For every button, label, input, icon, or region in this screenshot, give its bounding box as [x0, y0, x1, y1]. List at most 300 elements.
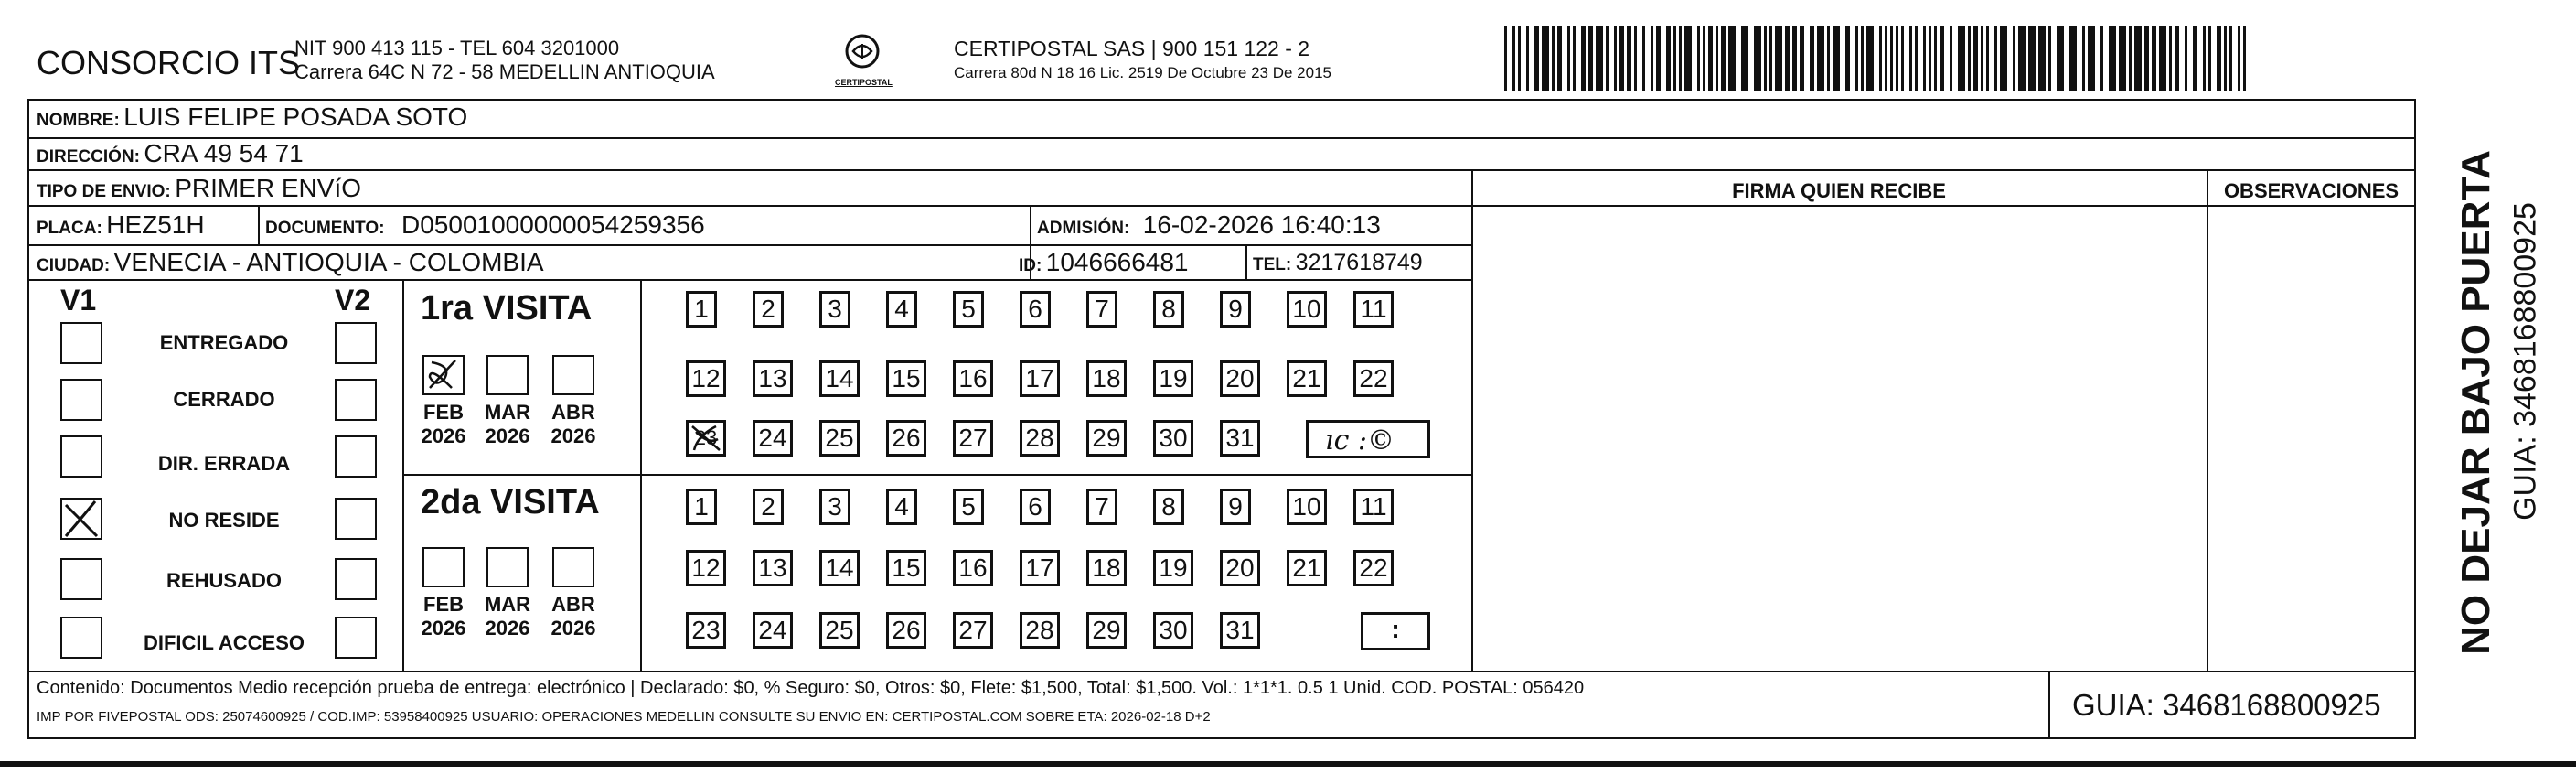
barcode-bar: [2038, 26, 2046, 91]
day-cell-5[interactable]: [953, 291, 984, 328]
tel-value: 3217618749: [1295, 250, 1423, 275]
barcode-bar: [1581, 26, 1586, 91]
day-cell-9[interactable]: [1220, 291, 1251, 328]
barcode-bar: [1741, 26, 1748, 91]
day-cell-26[interactable]: [886, 612, 926, 649]
placa-row: [37, 210, 205, 240]
v2-dificil-acceso-checkbox[interactable]: [335, 617, 377, 659]
barcode-bar: [1573, 26, 1576, 91]
id-label: ID:: [1019, 256, 1042, 275]
documento-row: [265, 210, 705, 240]
carrier-line-2: Carrera 80d N 18 16 Lic. 2519 De Octubre 23 De 2015: [954, 64, 1331, 81]
barcode-bar: [2088, 26, 2095, 91]
barcode-bar: [1810, 26, 1814, 91]
v1-entregado-checkbox[interactable]: [60, 322, 102, 364]
day-number: 25: [825, 424, 854, 452]
day-cell-26[interactable]: [886, 420, 926, 457]
v2-cerrado-checkbox[interactable]: [335, 379, 377, 421]
day-number: 21: [1292, 364, 1321, 392]
day-number: 4: [894, 492, 909, 521]
company-name: CONSORCIO ITS: [37, 44, 301, 81]
month-label: [416, 593, 471, 640]
month-name: MAR: [484, 401, 531, 424]
barcode-bar: [1879, 26, 1882, 91]
barcode-bar: [1651, 26, 1653, 91]
admision-label: ADMISIÓN:: [1037, 219, 1130, 238]
ciudad-label: CIUDAD:: [37, 256, 111, 275]
v2-no-reside-checkbox[interactable]: [335, 498, 377, 540]
day-number: 1: [694, 492, 709, 521]
admision-row: [1037, 210, 1381, 240]
barcode-bar: [2119, 26, 2126, 91]
barcode-bar: [1588, 26, 1593, 91]
barcode-bar: [1512, 26, 1515, 91]
placa-label: PLACA:: [37, 219, 102, 238]
day-number: 11: [1360, 295, 1387, 323]
day-number: 22: [1359, 554, 1388, 582]
barcode-bar: [2129, 26, 2132, 91]
barcode-bar: [1845, 26, 1850, 91]
barcode-bar: [2203, 26, 2206, 91]
day-number: 17: [1025, 364, 1054, 392]
month-checkbox-mar[interactable]: [486, 547, 529, 587]
barcode-bar: [1552, 26, 1555, 91]
day-number: 8: [1161, 295, 1176, 323]
no-dejar-warning: NO DEJAR BAJO PUERTA: [2453, 150, 2498, 655]
time-colon: :: [1391, 615, 1400, 643]
barcode-bar: [2048, 26, 2051, 91]
month-label: [546, 401, 601, 448]
barcode-bar: [2028, 26, 2036, 91]
day-number: 21: [1292, 554, 1321, 582]
barcode-bar: [1526, 26, 1529, 91]
month-year: 2026: [421, 425, 466, 447]
month-year: 2026: [421, 617, 466, 640]
day-cell-24[interactable]: [753, 612, 793, 649]
company-info-2: Carrera 64C N 72 - 58 MEDELLIN ANTIOQUIA: [294, 60, 715, 83]
day-number: 28: [1025, 424, 1054, 452]
barcode-bar: [2208, 26, 2211, 91]
barcode-bar: [1827, 26, 1830, 91]
day-number: 31: [1225, 424, 1255, 452]
day-cell-25[interactable]: [819, 420, 860, 457]
day-cell-15[interactable]: [886, 360, 926, 397]
handwritten-time: ıc :©: [1325, 425, 1395, 457]
barcode-bar: [1915, 26, 1918, 91]
month-checkbox-feb[interactable]: [422, 547, 465, 587]
month-checkbox-abr[interactable]: [552, 355, 594, 395]
day-number: 18: [1092, 364, 1121, 392]
month-checkbox-abr[interactable]: [552, 547, 594, 587]
day-number: 31: [1225, 616, 1255, 644]
barcode-bar: [1634, 26, 1637, 91]
day-number: 6: [1028, 492, 1042, 521]
direccion-label: DIRECCIÓN:: [37, 147, 140, 167]
barcode-bar: [1940, 26, 1944, 91]
barcode-bar: [1619, 26, 1624, 91]
barcode-bar: [1534, 26, 1539, 91]
day-number: 2: [761, 492, 775, 521]
v1-cerrado-checkbox[interactable]: [60, 379, 102, 421]
day-cell-10[interactable]: [1287, 489, 1327, 525]
day-cell-13[interactable]: [753, 360, 793, 397]
barcode-bar: [1890, 26, 1893, 91]
day-cell-17[interactable]: [1020, 550, 1060, 586]
barcode-bar: [1929, 26, 1931, 91]
barcode-bar: [1614, 26, 1617, 91]
day-number: 24: [758, 616, 787, 644]
tipo-row: [37, 174, 361, 203]
month-label: [480, 401, 535, 448]
day-number: 15: [892, 364, 921, 392]
day-number: 30: [1159, 616, 1188, 644]
day-cell-13[interactable]: [753, 550, 793, 586]
barcode-bar: [1785, 26, 1790, 91]
day-number: 19: [1159, 364, 1188, 392]
barcode-bar: [1855, 26, 1858, 91]
nombre-row: [37, 102, 467, 132]
firma-header: FIRMA QUIEN RECIBE: [1732, 179, 1946, 202]
day-cell-4[interactable]: [886, 291, 917, 328]
month-checkbox-feb[interactable]: [422, 355, 465, 395]
barcode-bar: [1656, 26, 1661, 91]
status-dificil-acceso: DIFICIL ACCESO: [143, 631, 305, 654]
day-number: 23: [691, 616, 721, 644]
direccion-value: CRA 49 54 71: [144, 139, 304, 167]
barcode-bar: [1764, 26, 1767, 91]
barcode-bar: [1518, 26, 1521, 91]
barcode-bar: [1973, 26, 1978, 91]
barcode-bar: [1833, 26, 1840, 91]
barcode-bar: [1909, 26, 1912, 91]
status-rehusado: REHUSADO: [166, 569, 282, 592]
documento-value: D05001000000054259356: [401, 210, 705, 239]
barcode-bar: [2217, 26, 2221, 91]
day-cell-25[interactable]: [819, 612, 860, 649]
barcode-bar: [2175, 26, 2179, 91]
day-number: 17: [1025, 554, 1054, 582]
day-cell-3[interactable]: [819, 291, 850, 328]
barcode-bar: [1885, 26, 1887, 91]
barcode-bar: [2193, 26, 2197, 91]
v1-dificil-acceso-checkbox[interactable]: [60, 617, 102, 659]
barcode-bar: [1697, 26, 1700, 91]
barcode-bar: [2185, 26, 2187, 91]
barcode-bar: [1627, 26, 1631, 91]
day-cell-14[interactable]: [819, 550, 860, 586]
day-cell-11[interactable]: [1353, 291, 1394, 328]
month-name: MAR: [484, 593, 531, 616]
day-number: 20: [1225, 364, 1255, 392]
day-cell-1[interactable]: [686, 489, 717, 525]
day-cell-14[interactable]: [819, 360, 860, 397]
day-number: 18: [1092, 554, 1121, 582]
barcode-bar: [1642, 26, 1645, 91]
barcode-bar: [1968, 26, 1971, 91]
month-name: FEB: [423, 401, 464, 424]
day-number: 14: [825, 554, 854, 582]
day-number: 3: [828, 492, 842, 521]
barcode-bar: [1769, 26, 1772, 91]
day-cell-6[interactable]: [1020, 489, 1051, 525]
day-cell-18[interactable]: [1086, 550, 1127, 586]
day-number: 30: [1159, 424, 1188, 452]
month-year: 2026: [550, 617, 596, 640]
barcode-bar: [1684, 26, 1692, 91]
barcode-bar: [2018, 26, 2026, 91]
day-cell-11[interactable]: [1353, 489, 1394, 525]
day-cell-20[interactable]: [1220, 550, 1260, 586]
barcode-bar: [1934, 26, 1937, 91]
day-cell-12[interactable]: [686, 550, 726, 586]
v2-entregado-checkbox[interactable]: [335, 322, 377, 364]
day-cell-19[interactable]: [1153, 360, 1193, 397]
day-number: 16: [958, 554, 988, 582]
day-number: 29: [1092, 424, 1121, 452]
v2-rehusado-checkbox[interactable]: [335, 558, 377, 600]
v1-rehusado-checkbox[interactable]: [60, 558, 102, 600]
barcode-bar: [1596, 26, 1603, 91]
day-number: 6: [1028, 295, 1042, 323]
barcode-bar: [2238, 26, 2240, 91]
second-visit-title: 2da VISITA: [421, 483, 600, 521]
day-cell-4[interactable]: [886, 489, 917, 525]
day-cell-6[interactable]: [1020, 291, 1051, 328]
day-cell-31[interactable]: [1220, 612, 1260, 649]
id-row: [1019, 248, 1189, 277]
v2-dir-errada-checkbox[interactable]: [335, 435, 377, 478]
day-cell-1[interactable]: [686, 291, 717, 328]
day-number: 12: [691, 554, 721, 582]
day-cell-24[interactable]: [753, 420, 793, 457]
logo-icon: [835, 33, 890, 73]
barcode-bar: [1923, 26, 1926, 91]
day-number: 5: [961, 295, 976, 323]
barcode-bar: [1981, 26, 1983, 91]
barcode-bar: [1775, 26, 1782, 91]
carrier-line-1: CERTIPOSTAL SAS | 900 151 122 - 2: [954, 37, 1310, 60]
direccion-row: [37, 139, 304, 168]
day-cell-3[interactable]: [819, 489, 850, 525]
v2-label: V2: [335, 284, 371, 317]
certipostal-logo: [835, 33, 893, 91]
day-cell-7[interactable]: [1086, 489, 1117, 525]
day-number: 2: [761, 295, 775, 323]
day-number: 23: [694, 426, 718, 449]
barcode-bar: [2224, 26, 2227, 91]
month-label: [480, 593, 535, 640]
day-number: 5: [961, 492, 976, 521]
day-cell-21[interactable]: [1287, 360, 1327, 397]
barcode-bar: [1703, 26, 1705, 91]
barcode-bar: [2134, 26, 2142, 91]
day-number: 13: [758, 364, 787, 392]
day-number: 28: [1025, 616, 1054, 644]
day-cell-2[interactable]: [753, 489, 784, 525]
month-name: FEB: [423, 593, 464, 616]
day-number: 29: [1092, 616, 1121, 644]
day-number: 10: [1292, 295, 1321, 323]
v1-dir-errada-checkbox[interactable]: [60, 435, 102, 478]
day-number: 22: [1359, 364, 1388, 392]
ciudad-row: [37, 248, 544, 277]
footer-contenido: Contenido: Documentos Medio recepción prueba de entrega: electrónico | Declarado: $0, % Seguro: $0, Otros: $0, Flete: $1,500, Total: $1,500. Vol.: 1*1*1. 0.5 1 Unid. COD. POSTAL: 056420: [37, 678, 1585, 698]
scribble-mark-icon: [424, 357, 463, 393]
v1-label: V1: [60, 284, 97, 317]
barcode-bar: [1721, 26, 1726, 91]
day-cell-30[interactable]: [1153, 420, 1193, 457]
day-number: 16: [958, 364, 988, 392]
day-cell-22[interactable]: [1353, 360, 1394, 397]
day-cell-29[interactable]: [1086, 612, 1127, 649]
logo-text: CERTIPOSTAL: [835, 78, 893, 87]
status-cerrado: CERRADO: [173, 388, 275, 411]
month-year: 2026: [550, 425, 596, 447]
day-cell-5[interactable]: [953, 489, 984, 525]
day-number: 9: [1228, 492, 1243, 521]
day-cell-27[interactable]: [953, 420, 993, 457]
day-number: 27: [958, 424, 988, 452]
barcode-bar: [2100, 26, 2103, 91]
day-cell-9[interactable]: [1220, 489, 1251, 525]
day-number: 8: [1161, 492, 1176, 521]
day-number: 26: [892, 424, 921, 452]
nombre-value: LUIS FELIPE POSADA SOTO: [123, 102, 468, 131]
barcode-bar: [1567, 26, 1570, 91]
status-no-reside: NO RESIDE: [168, 509, 280, 532]
v1-no-reside-checkbox[interactable]: [60, 498, 102, 540]
barcode-bar: [1542, 26, 1549, 91]
barcode-bar: [1716, 26, 1718, 91]
tipo-label: TIPO DE ENVIO:: [37, 182, 171, 201]
day-number: 7: [1095, 492, 1109, 521]
barcode-bar: [2229, 26, 2232, 91]
barcode-bar: [1728, 26, 1736, 91]
day-number: 12: [691, 364, 721, 392]
barcode-bar: [2109, 26, 2116, 91]
tipo-value: PRIMER ENVíO: [175, 174, 362, 202]
status-dir-errada: DIR. ERRADA: [157, 452, 291, 475]
company-info-1: NIT 900 413 115 - TEL 604 3201000: [294, 37, 620, 59]
day-cell-18[interactable]: [1086, 360, 1127, 397]
day-cell-15[interactable]: [886, 550, 926, 586]
barcode-bar: [2069, 26, 2077, 91]
day-cell-30[interactable]: [1153, 612, 1193, 649]
id-value: 1046666481: [1045, 248, 1189, 276]
day-cell-28[interactable]: [1020, 612, 1060, 649]
placa-value: HEZ51H: [106, 210, 205, 239]
barcode-bar: [1861, 26, 1864, 91]
day-number: 15: [892, 554, 921, 582]
day-number: 25: [825, 616, 854, 644]
barcode-bar: [1901, 26, 1904, 91]
admision-value: 16-02-2026 16:40:13: [1142, 210, 1381, 239]
barcode-bar: [2013, 26, 2015, 91]
barcode-bar: [1606, 26, 1609, 91]
barcode-bar: [2152, 26, 2156, 91]
first-visit-title: 1ra VISITA: [421, 289, 593, 328]
day-number: 14: [825, 364, 854, 392]
month-label: [546, 593, 601, 640]
tel-label: TEL:: [1253, 255, 1292, 274]
time-box-second[interactable]: [1361, 612, 1430, 650]
month-year: 2026: [485, 617, 530, 640]
day-cell-12[interactable]: [686, 360, 726, 397]
day-number: 9: [1228, 295, 1243, 323]
day-cell-20[interactable]: [1220, 360, 1260, 397]
barcode-bar: [2057, 26, 2064, 91]
day-cell-17[interactable]: [1020, 360, 1060, 397]
check-mark-icon: [62, 500, 101, 538]
day-number: 7: [1095, 295, 1109, 323]
day-cell-19[interactable]: [1153, 550, 1193, 586]
day-cell-28[interactable]: [1020, 420, 1060, 457]
day-number: 24: [758, 424, 787, 452]
time-box-first[interactable]: [1306, 420, 1430, 458]
barcode-bar: [1666, 26, 1671, 91]
day-cell-16[interactable]: [953, 550, 993, 586]
day-cell-2[interactable]: [753, 291, 784, 328]
day-cell-21[interactable]: [1287, 550, 1327, 586]
barcode-bar: [1504, 26, 1507, 91]
barcode-bar: [1754, 26, 1761, 91]
day-cell-10[interactable]: [1287, 291, 1327, 328]
day-number: 13: [758, 554, 787, 582]
day-cell-22[interactable]: [1353, 550, 1394, 586]
day-cell-16[interactable]: [953, 360, 993, 397]
day-cell-8[interactable]: [1153, 489, 1184, 525]
day-number: 27: [958, 616, 988, 644]
nombre-label: NOMBRE:: [37, 111, 120, 130]
month-label: [416, 401, 471, 448]
documento-label: DOCUMENTO:: [265, 219, 385, 238]
barcode-bar: [2243, 26, 2246, 91]
barcode-bar: [2159, 26, 2166, 91]
barcode-bar: [1792, 26, 1797, 91]
barcode-bar: [1679, 26, 1682, 91]
barcode-bar: [2000, 26, 2007, 91]
day-cell-8[interactable]: [1153, 291, 1184, 328]
barcode-bar: [1673, 26, 1676, 91]
day-number: 1: [694, 295, 709, 323]
day-number: 11: [1360, 492, 1387, 521]
barcode-bar: [1866, 26, 1874, 91]
month-year: 2026: [485, 425, 530, 447]
barcode-bar: [1896, 26, 1898, 91]
scribble-mark-icon: [689, 423, 723, 454]
month-checkbox-mar[interactable]: [486, 355, 529, 395]
day-cell-23[interactable]: [686, 612, 726, 649]
day-cell-23[interactable]: [686, 420, 726, 457]
tel-row: [1253, 250, 1423, 276]
day-cell-31[interactable]: [1220, 420, 1260, 457]
barcode-bar: [1800, 26, 1804, 91]
day-cell-27[interactable]: [953, 612, 993, 649]
barcode-bar: [1557, 26, 1562, 91]
day-number: 4: [894, 295, 909, 323]
barcode-bar: [1986, 26, 1989, 91]
barcode-bar: [1958, 26, 1965, 91]
barcode-bar: [1950, 26, 1952, 91]
barcode-bar: [1817, 26, 1824, 91]
day-cell-7[interactable]: [1086, 291, 1117, 328]
day-number: 10: [1292, 492, 1321, 521]
footer-guia: GUIA: 3468168800925: [2072, 688, 2381, 722]
day-number: 3: [828, 295, 842, 323]
day-cell-29[interactable]: [1086, 420, 1127, 457]
day-number: 20: [1225, 554, 1255, 582]
barcode-bar: [1994, 26, 1997, 91]
